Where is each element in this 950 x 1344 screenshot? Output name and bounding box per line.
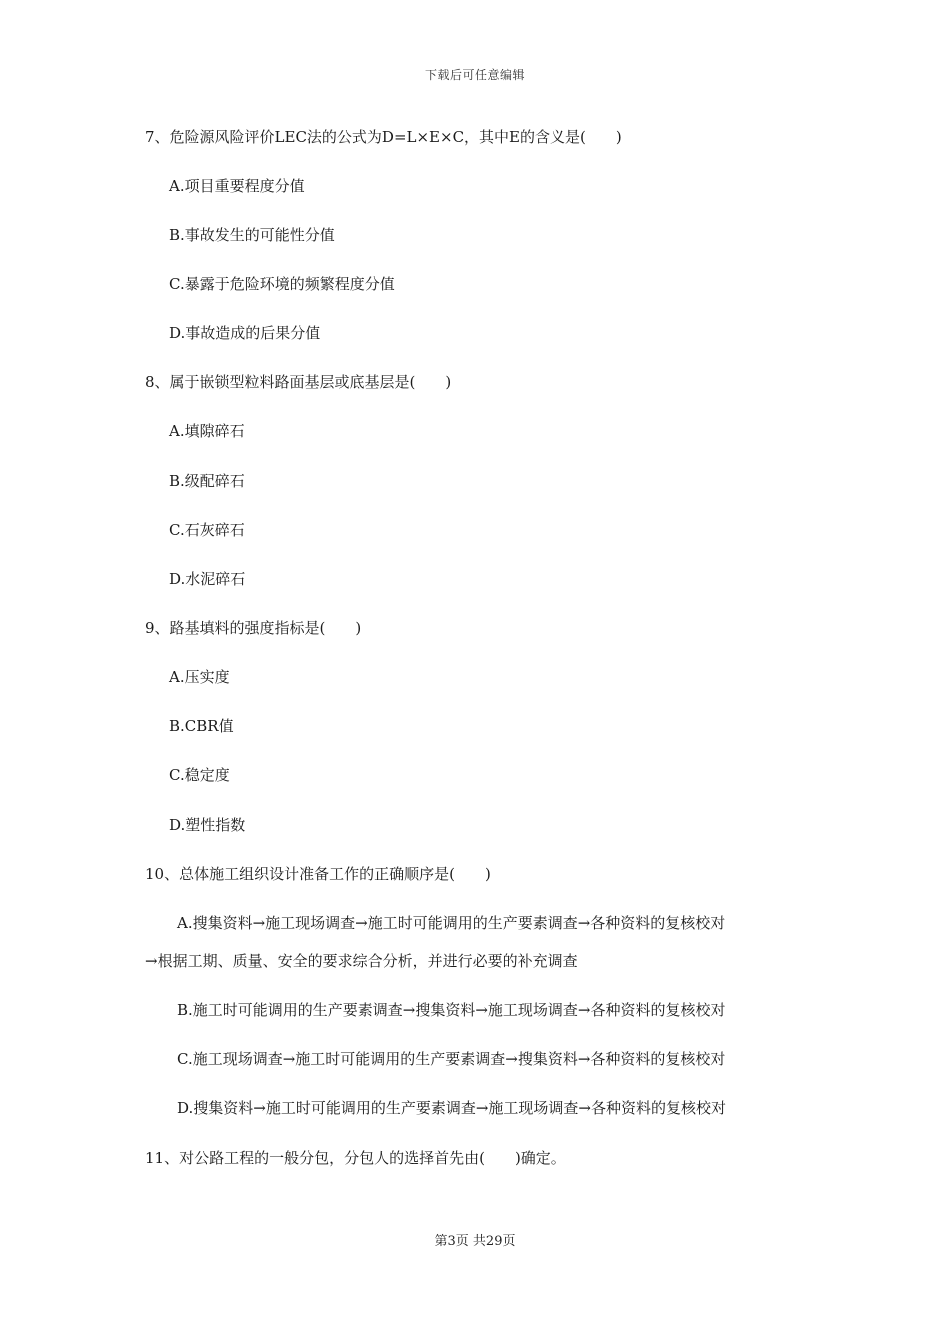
question-10-option-b: B.施工时可能调用的生产要素调查→搜集资料→施工现场调查→各种资料的复核校对 xyxy=(177,1001,726,1019)
question-10-option-c: C.施工现场调查→施工时可能调用的生产要素调查→搜集资料→各种资料的复核校对 xyxy=(177,1050,726,1068)
question-7-stem: 7、危险源风险评价LEC法的公式为D=L×E×C，其中E的含义是( ) xyxy=(145,128,622,146)
question-8-stem: 8、属于嵌锁型粒料路面基层或底基层是( ) xyxy=(145,373,452,391)
question-10-stem: 10、总体施工组织设计准备工作的正确顺序是( ) xyxy=(145,865,491,883)
question-7-option-b: B.事故发生的可能性分值 xyxy=(169,226,335,244)
question-7-option-d: D.事故造成的后果分值 xyxy=(169,324,321,342)
question-8-option-b: B.级配碎石 xyxy=(169,472,245,490)
question-11-stem: 11、对公路工程的一般分包，分包人的选择首先由( )确定。 xyxy=(145,1149,566,1167)
question-9-option-d: D.塑性指数 xyxy=(169,816,246,834)
question-8-option-a: A.填隙碎石 xyxy=(169,422,245,440)
question-9-option-a: A.压实度 xyxy=(169,668,230,686)
question-10-option-d: D.搜集资料→施工时可能调用的生产要素调查→施工现场调查→各种资料的复核校对 xyxy=(177,1099,726,1117)
question-9-option-c: C.稳定度 xyxy=(169,766,230,784)
question-7-option-c: C.暴露于危险环境的频繁程度分值 xyxy=(169,275,395,293)
question-7-option-a: A.项目重要程度分值 xyxy=(169,177,305,195)
page-header: 下载后可任意编辑 xyxy=(424,68,525,82)
question-8-option-d: D.水泥碎石 xyxy=(169,570,246,588)
question-9-stem: 9、路基填料的强度指标是( ) xyxy=(145,619,362,637)
question-8-option-c: C.石灰碎石 xyxy=(169,521,245,539)
page-footer: 第3页 共29页 xyxy=(434,1234,516,1249)
question-10-option-a: A.搜集资料→施工现场调查→施工时可能调用的生产要素调查→各种资料的复核校对 xyxy=(177,914,726,932)
question-10-option-a-continued: →根据工期、质量、安全的要求综合分析，并进行必要的补充调查 xyxy=(145,952,578,970)
question-9-option-b: B.CBR值 xyxy=(169,717,234,735)
